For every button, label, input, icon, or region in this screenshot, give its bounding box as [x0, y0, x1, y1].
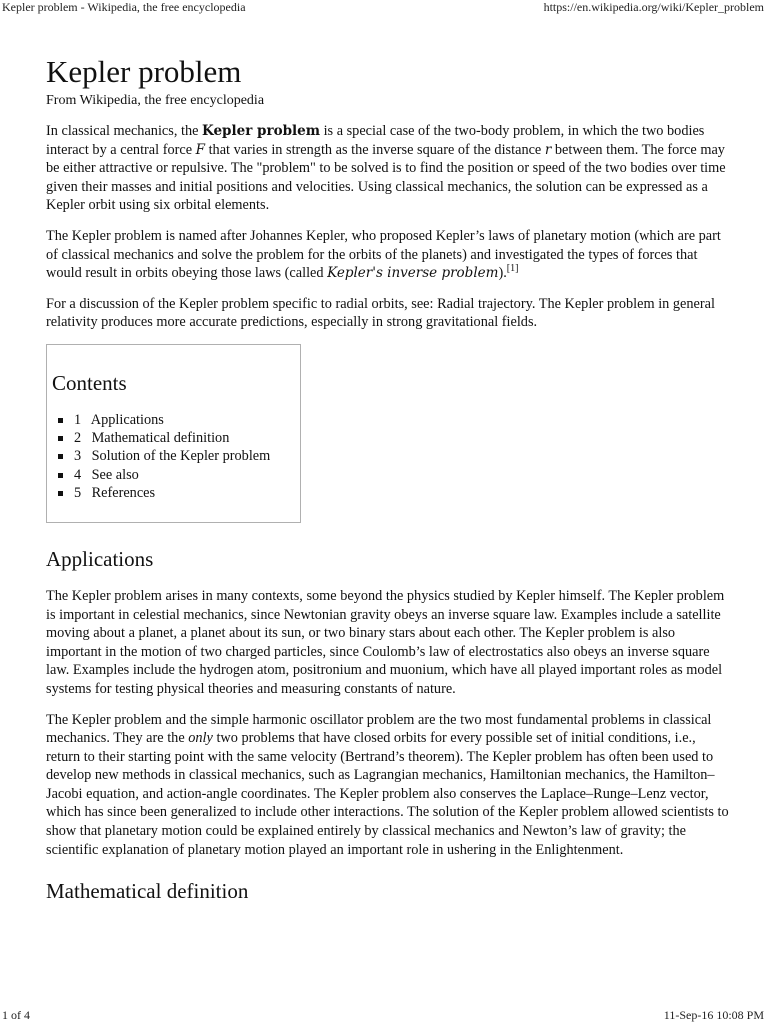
applications-p2-text-a[interactable]: The Kepler problem and the simple harmonic oscillator problem are the two most fundamental problems in classical mechanics. They are the: [46, 711, 712, 747]
toc-item-number: 3: [74, 448, 82, 465]
print-header-url[interactable]: https://en.wikipedia.org/wiki/Kepler_problem: [543, 0, 764, 14]
toc-item-mathematical-definition[interactable]: [74, 429, 300, 447]
toc-item-label[interactable]: See also: [91, 466, 139, 483]
toc-list: [52, 411, 300, 502]
toc-item-number: 2: [74, 430, 82, 447]
toc-item-label[interactable]: Solution of the Kepler problem: [91, 448, 271, 465]
intro-paragraph-2: [46, 227, 732, 283]
applications-paragraph-2: [46, 711, 732, 860]
intro-p1-text-b[interactable]: is a special case of the two-body problem, in which the two bodies interact by a central force: [46, 123, 705, 158]
tagline: From Wikipedia, the free encyclopedia: [46, 93, 265, 108]
intro-p2-text-b: ).: [498, 265, 507, 282]
section-heading-mathematical-definition: Mathematical definition: [46, 879, 249, 904]
intro-p1-text-c[interactable]: that varies in strength as the inverse square of the distance: [205, 141, 545, 158]
article: [46, 52, 732, 919]
inverse-problem-term: Kepler's inverse problem: [327, 265, 499, 282]
toc-item-see-also[interactable]: [74, 466, 300, 484]
toc-item-label[interactable]: Applications: [90, 411, 164, 428]
print-header: [0, 0, 768, 16]
intro-paragraph-1: [46, 122, 732, 215]
page-title: Kepler problem: [46, 54, 242, 89]
intro-p2-text-a[interactable]: The Kepler problem is named after Johannes Kepler, who proposed Kepler’s laws of planetary motion (which are part of classical mechanics and solve the problem for the orbits of the planets) and investigated the types of forces that would result in orbits obeying those laws (called: [46, 227, 721, 282]
table-of-contents: [46, 344, 301, 523]
toc-item-number: 1: [74, 411, 82, 428]
intro-paragraph-3[interactable]: For a discussion of the Kepler problem specific to radial orbits, see: Radial trajectory. The Kepler problem in general relativity produces more accurate predictions, especially in strong gravitational fields.: [46, 295, 715, 331]
print-header-title: Kepler problem - Wikipedia, the free encyclopedia: [2, 0, 246, 14]
applications-paragraph-1[interactable]: The Kepler problem arises in many contexts, some beyond the physics studied by Kepler himself. The Kepler problem is important in celestial mechanics, since Newtonian gravity obeys an inverse square law. Examples include a satellite moving about a planet, a planet about its sun, or two binary stars about each other. The Kepler problem is also important in the motion of two charged particles, since Coulomb’s law of electrostatics also obeys an inverse square law. Examples include the hydrogen atom, positronium and muonium, which have all played important roles as model systems for testing physical theories and measuring constants of nature.: [46, 587, 725, 697]
print-datetime: 11-Sep-16 10:08 PM: [663, 1008, 764, 1022]
emphasis-only: only: [188, 730, 213, 747]
toc-item-applications[interactable]: [74, 411, 300, 429]
intro-p1-text-a: In classical mechanics, the: [46, 123, 203, 139]
toc-item-number: 5: [74, 484, 82, 501]
toc-item-references[interactable]: [74, 484, 300, 502]
bold-term-kepler-problem: Kepler problem: [202, 123, 321, 139]
toc-item-solution[interactable]: [74, 447, 300, 465]
toc-item-label[interactable]: Mathematical definition: [91, 430, 230, 447]
toc-item-number: 4: [74, 466, 82, 483]
force-symbol: F: [195, 141, 206, 158]
citation-link[interactable]: [1]: [506, 263, 519, 275]
toc-title: Contents: [52, 370, 127, 395]
print-footer: [0, 1008, 768, 1024]
section-heading-applications: Applications: [46, 546, 154, 571]
distance-symbol: r: [544, 141, 552, 158]
applications-p2-text-b[interactable]: two problems that have closed orbits for every possible set of initial conditions, i.e., return to their starting point with the same velocity (Bertrand’s theorem). The Kepler problem has often been used to develop new methods in classical mechanics, such as Lagrangian mechanics, Hamiltonian mechanics, the Hamilton–Jacobi equation, and action-angle coordinates. The Kepler problem also conserves the Laplace–Runge–Lenz vector, which has since been generalized to include other interactions. The solution of the Kepler problem allowed scientists to show that planetary motion could be explained entirely by classical mechanics and Newton’s law of gravity; the scientific explanation of planetary motion played an important role in ushering in the Enlightenment.: [46, 730, 729, 858]
intro-p1-text-d[interactable]: between them. The force may be either attractive or repulsive. The "problem" to be solved is to find the position or speed of the two bodies over time given their masses and initial positions and velocities. Using classical mechanics, the solution can be expressed as a Kepler orbit using six orbital elements.: [46, 141, 726, 214]
page-number: 1 of 4: [2, 1008, 30, 1022]
toc-item-label[interactable]: References: [91, 484, 156, 501]
